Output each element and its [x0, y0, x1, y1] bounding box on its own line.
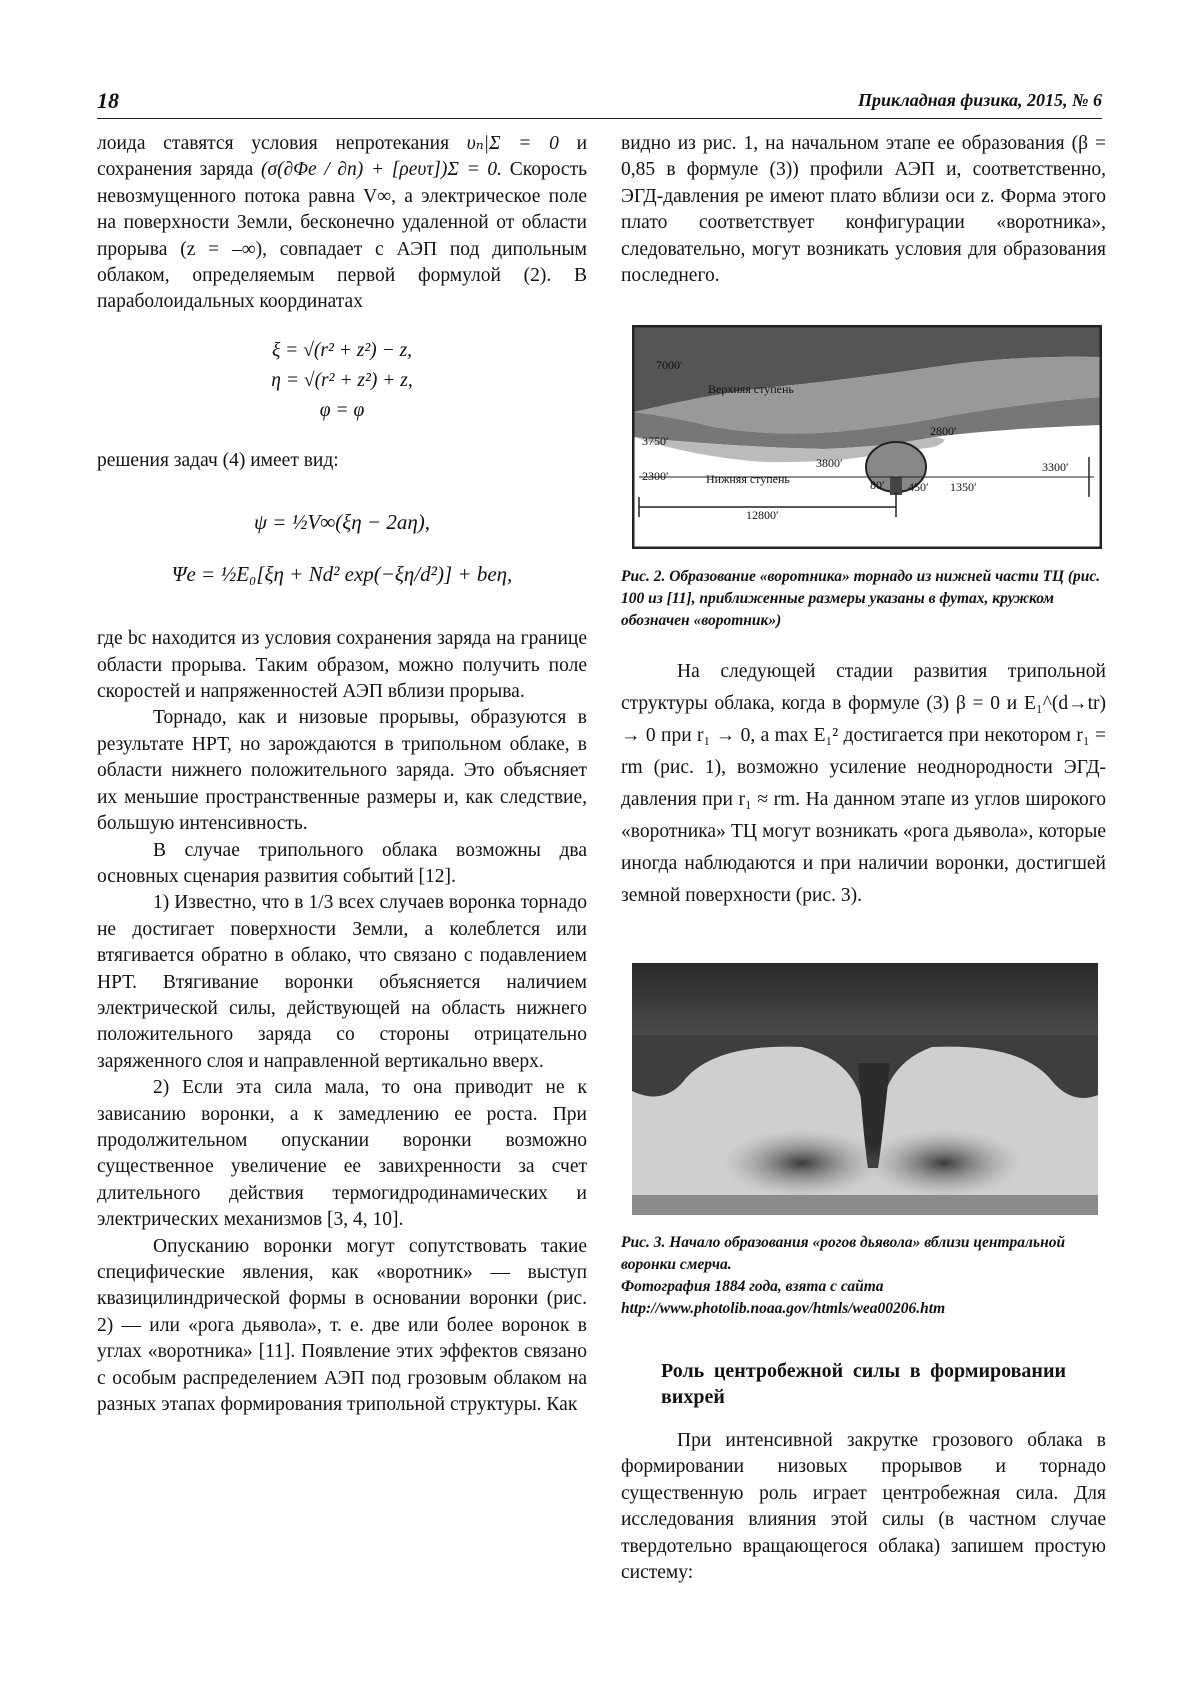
section-title: Роль центробежной силы в формировании вихрей: [661, 1360, 1066, 1408]
equation-boundary-flow: υₙ|Σ = 0: [466, 133, 559, 154]
right-paragraph-1: видно из рис. 1, на начальном этапе ее образования (β = 0,85 в формуле (3)) профили АЭП и, соответственно, ЭГД-давления pe имеют плато вблизи оси z. Форма этого плато соответствует конфигурации «воротника», следовательно, могут возникать условия для образования последнего.: [621, 133, 1106, 287]
figure-3: [632, 963, 1098, 1215]
label-upper-step: Верхняя ступень: [708, 382, 794, 396]
right-column-part-2: [621, 656, 1106, 912]
coordinate-equations: [97, 336, 587, 426]
figure-3-caption-url: http://www.photolib.noaa.gov/htmls/wea00206.htm: [621, 1300, 946, 1317]
label-lower-step: Нижняя ступень: [706, 472, 790, 486]
left-paragraph-5: В случае трипольного облака возможны два основных сценария развития событий [12].: [97, 839, 587, 887]
equation-eta: η = √(r² + z²) + z,: [271, 369, 413, 391]
right-paragraph-3: При интенсивной закрутке грозового облака в формировании низовых прорывов и торнадо существенную роль играет центробежная сила. Для исследования влияния этой силы (в частном случае твердотельно вращающегося облака) запишем простую систему:: [621, 1430, 1106, 1584]
label-3300: 3300′: [1042, 460, 1069, 474]
page-number: 18: [97, 88, 119, 113]
right-column: [621, 131, 1106, 291]
label-7000: 7000′: [656, 358, 683, 372]
label-3800: 3800′: [816, 456, 843, 470]
page-header: [97, 86, 1102, 119]
figure-3-caption: [621, 1232, 1106, 1320]
equation-psi: ψ = ½V∞(ξη − 2aη),: [254, 510, 430, 535]
journal-title: Прикладная физика, 2015, № 6: [857, 90, 1102, 110]
cloud-base: [632, 963, 1098, 1035]
figure-3-caption-line-1: Рис. 3. Начало образования «рогов дьявола» вблизи центральной воронки смерча.: [621, 1234, 1066, 1273]
right-paragraph-2: На следующей стадии развития трипольной структуры облака, когда в формуле (3) β = 0 и E₁^(d→tr) → 0 при r₁ → 0, а max E₁² достигается при некотором r₁ = rm (рис. 1), возможно усиление неоднородности ЭГД-давления при r₁ ≈ rm. На данном этапе из углов широкого «воротника» ТЦ могут возникать «рога дьявола», которые иногда наблюдаются и при наличии воронки, достигшей земной поверхности (рис. 3).: [621, 661, 1106, 906]
right-column-part-3: [621, 1358, 1106, 1586]
equation-xi: ξ = √(r² + z²) − z,: [271, 339, 413, 361]
ground: [632, 1195, 1098, 1215]
left-paragraph-6: 1) Известно, что в 1/3 всех случаев воронка торнадо не достигает поверхности Земли, а колеблется или втягивается обратно в облако, что связано с подавлением НРТ. Втягивание воронки объясняется наличием электрической силы, действующей на область нижнего положительного заряда со стороны отрицательно заряженного слоя и направленной вертикально вверх.: [97, 892, 587, 1072]
label-450: 450′: [908, 480, 929, 494]
solution-equations: [97, 496, 587, 600]
figure-2: [632, 325, 1102, 549]
label-1350: 1350′: [950, 480, 977, 494]
label-3750: 3750′: [642, 434, 669, 448]
left-paragraph-8: Опусканию воронки могут сопутствовать такие специфические явления, как «воротник» — выступ квазицилиндрической формы в основании воронки (рис. 2) — или «рога дьявола», т. е. две или более воронок в углах «воротника» [11]. Появление этих эффектов связано с особым распределением АЭП под грозовым облаком на разных этапах формирования трипольной структуры. Как: [97, 1235, 587, 1416]
label-12800: 12800′: [746, 508, 779, 522]
left-paragraph-4: Торнадо, как и низовые прорывы, образуются в результате НРТ, но зарождаются в трипольном облаке, в области нижнего положительного заряда. Это объясняет их меньшие пространственные размеры и, как следствие, большую интенсивность.: [97, 707, 587, 835]
figure-2-caption: Рис. 2. Образование «воротника» торнадо из нижней части ТЦ (рис. 100 из [11], приближенные размеры указаны в футах, кружком обозначен «воротник»): [621, 568, 1101, 629]
equation-psi-e: Ψe = ½E₀[ξη + Nd² exp(−ξη/d²)] + beη,: [171, 562, 513, 587]
label-2800: 2800′: [930, 424, 957, 438]
left-paragraph-1: лоида ставятся условия непротекания υₙ|Σ = 0 и сохранения заряда (σ(∂Φe / ∂n) + [ρeυτ])Σ = 0. Скорость невозмущенного потока равна V∞, а электрическое поле на поверхности Земли, бесконечно удаленной от области прорыва (z = –∞), совпадает с АЭП под дипольным облаком, определяемым первой формулой (2). В параболоидальных координатах: [97, 133, 588, 313]
figure-2-drawing: [634, 327, 1100, 547]
left-paragraph-7: 2) Если эта сила мала, то она приводит не к зависанию воронки, а к замедлению ее роста. При продолжительном опускании воронки возможно существенное увеличение ее завихренности за счет длительного действия термогидродинамических и электрических механизмов [3, 4, 10].: [97, 1077, 587, 1231]
dust-right: [866, 1129, 1022, 1197]
left-column: [97, 131, 587, 1418]
figure-3-photo: [632, 963, 1098, 1215]
left-paragraph-3: где bc находится из условия сохранения заряда на границе области прорыва. Таким образом, можно получить поле скоростей и напряженностей АЭП вблизи прорыва.: [97, 628, 587, 703]
label-80: 80′: [870, 478, 885, 492]
equation-phi: φ = φ: [319, 399, 365, 421]
left-paragraph-2: решения задач (4) имеет вид:: [97, 449, 339, 471]
label-2300: 2300′: [642, 469, 669, 483]
equation-charge-conservation: (σ(∂Φe / ∂n) + [ρeυτ])Σ = 0.: [260, 159, 503, 181]
dust-left: [722, 1129, 882, 1197]
figure-3-caption-line-2: Фотография 1884 года, взята с сайта: [621, 1278, 884, 1295]
